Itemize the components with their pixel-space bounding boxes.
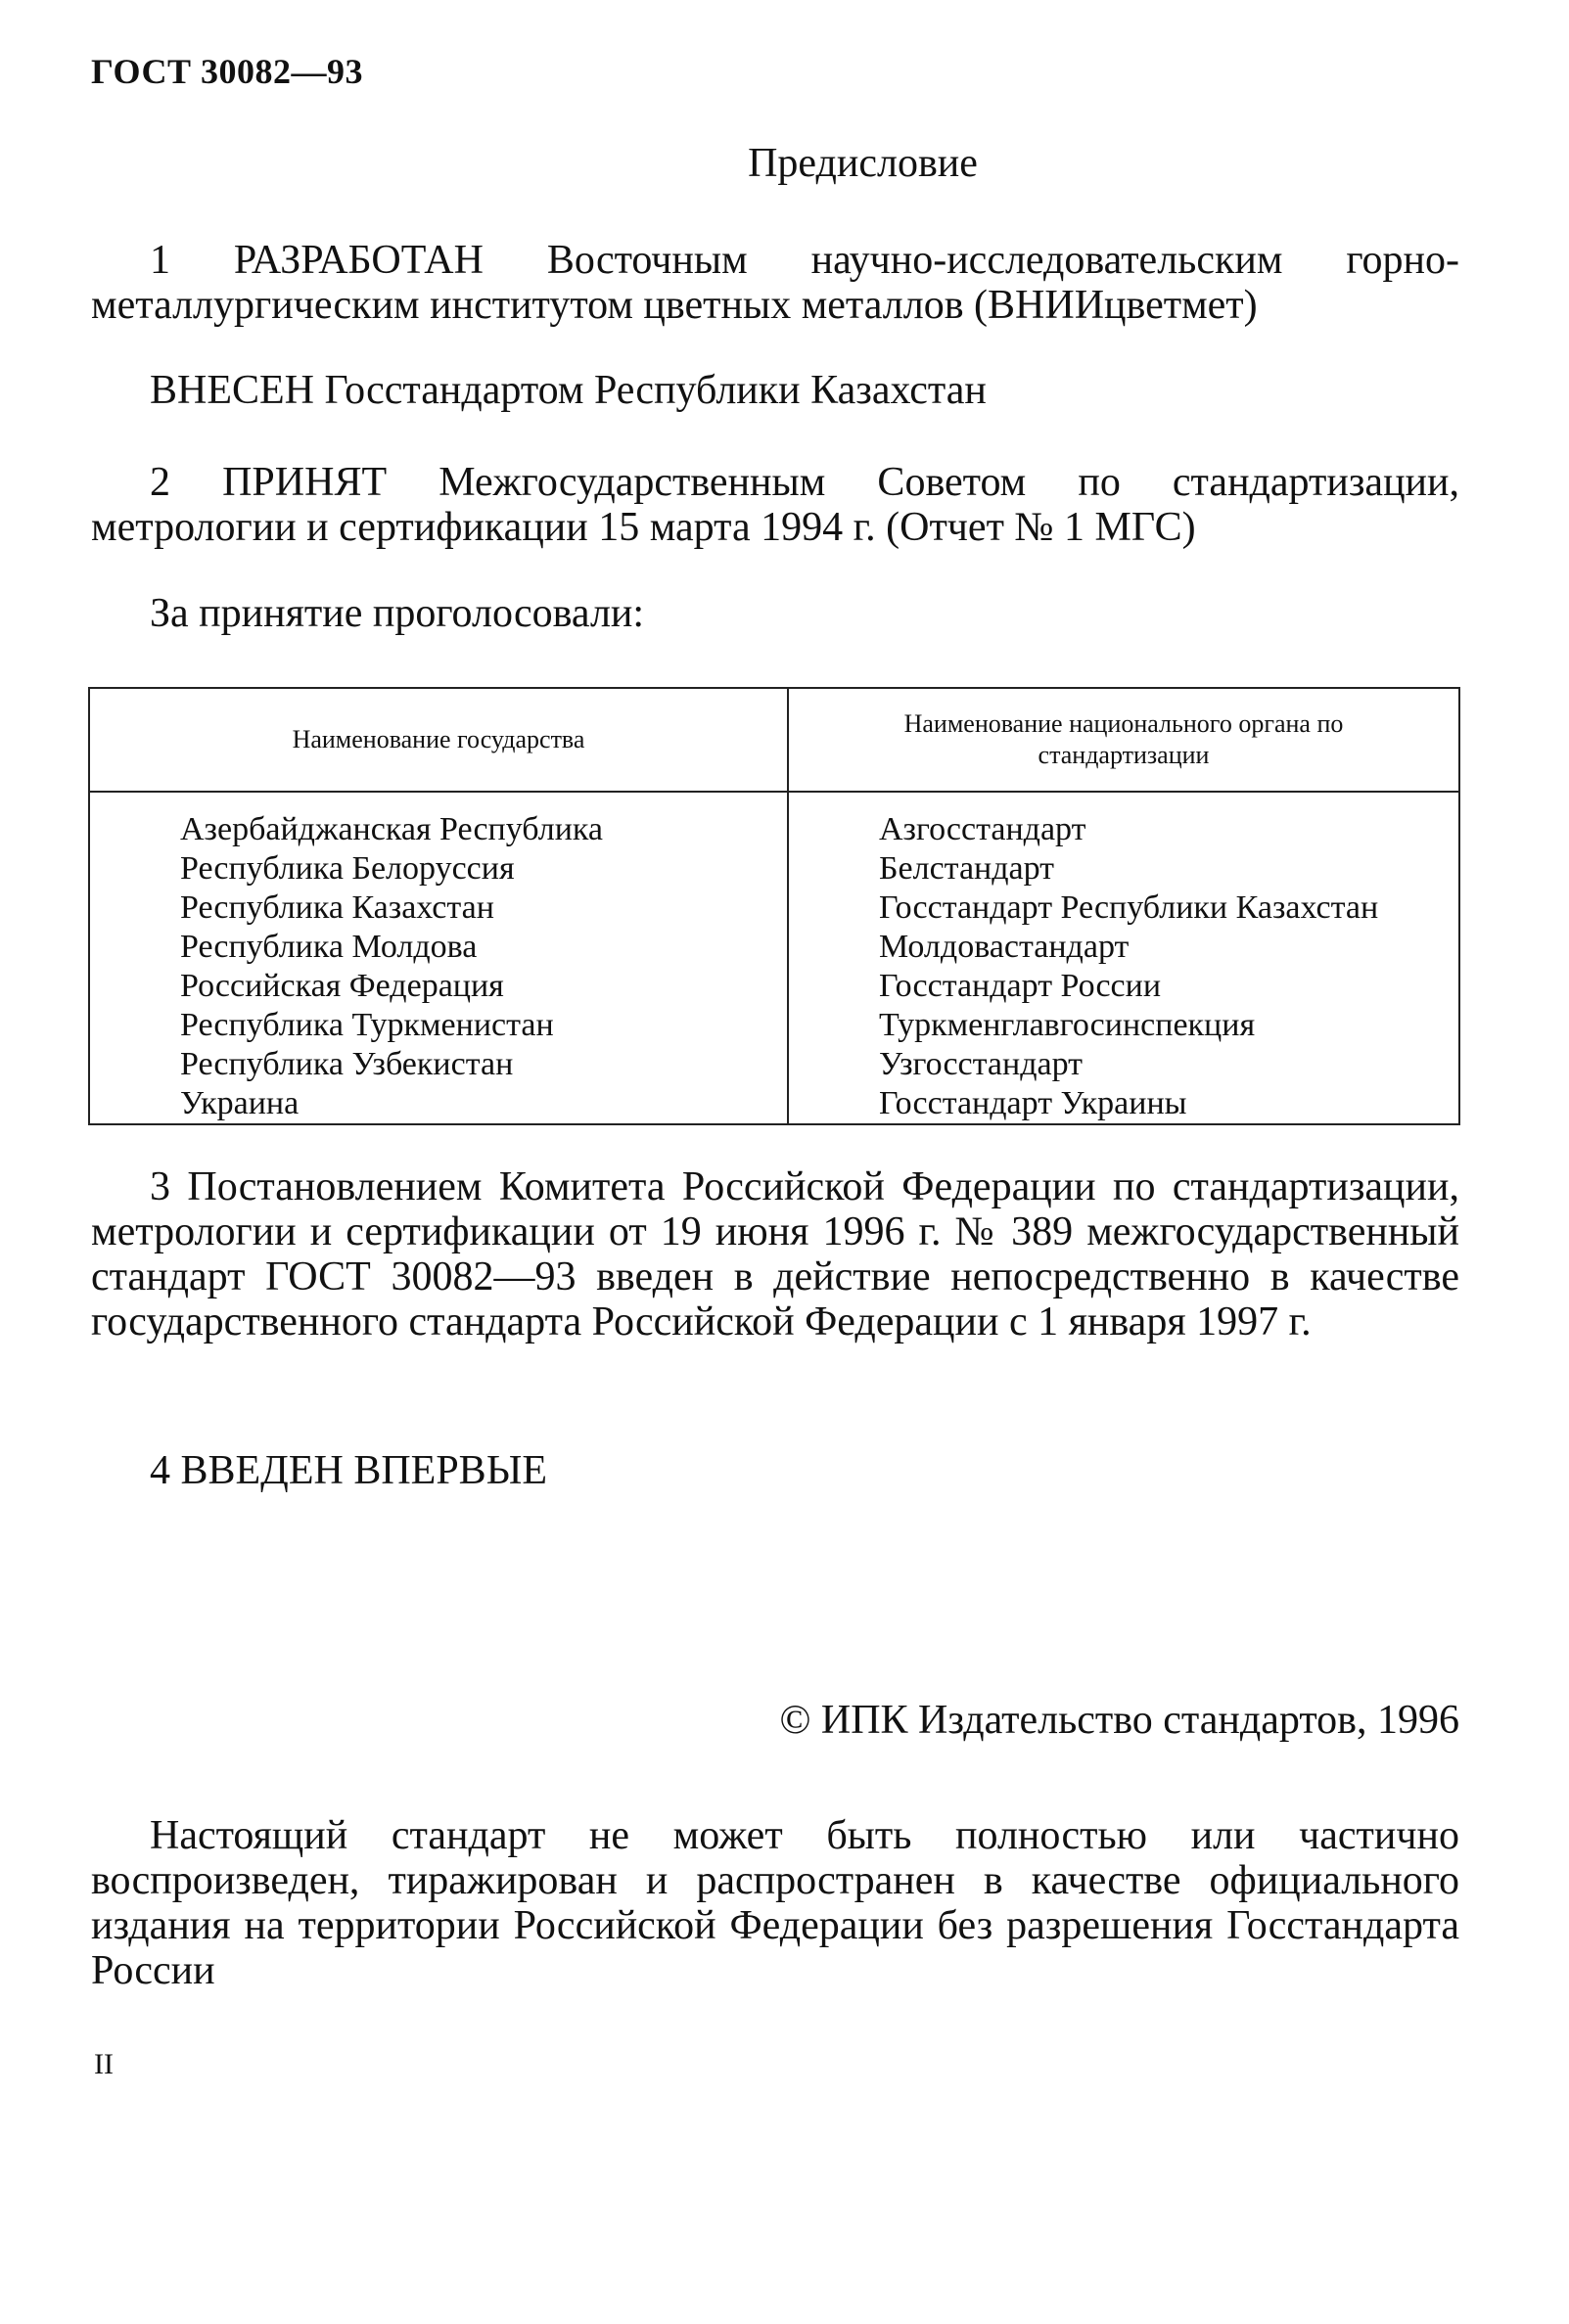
- table-cell-state: Республика Туркменистан: [180, 1007, 554, 1043]
- table-header-body-text: Наименование национального органа по стандартизации: [903, 709, 1344, 769]
- section-1-introduced: ВНЕСЕН Госстандартом Республики Казахстан: [150, 368, 987, 413]
- table-cell-body: Белстандарт: [879, 850, 1055, 887]
- table-body-row: [89, 792, 1459, 1124]
- table-cell-state: Республика Молдова: [180, 929, 478, 965]
- bodies-column: [788, 792, 1459, 1124]
- table-cell-body: Госстандарт Республики Казахстан: [879, 889, 1379, 926]
- table-cell-state: Республика Узбекистан: [180, 1046, 514, 1082]
- table-cell-body: Молдовастандарт: [879, 929, 1130, 965]
- table-cell-body: Азгосстандарт: [879, 811, 1086, 847]
- states-column: [89, 792, 788, 1124]
- page-title: Предисловие: [748, 141, 978, 186]
- table-cell-body: Госстандарт Украины: [879, 1085, 1187, 1121]
- table-header-row: [89, 688, 1459, 792]
- reproduction-notice: Настоящий стандарт не может быть полностью или частично воспроизведен, тиражирован и распространен в качестве официального издания на территории Российской Федерации без разрешения Госстандарта России: [91, 1813, 1459, 1993]
- section-4-first-introduced: 4 ВВЕДЕН ВПЕРВЫЕ: [150, 1448, 547, 1493]
- table-cell-state: Республика Белоруссия: [180, 850, 515, 887]
- section-2-adopted: 2 ПРИНЯТ Межгосударственным Советом по стандартизации, метрологии и сертификации 15 марта 1994 г. (Отчет № 1 МГС): [91, 460, 1459, 550]
- table-cell-body: Узгосстандарт: [879, 1046, 1084, 1082]
- table-cell-body: Туркменглавгосинспекция: [879, 1007, 1256, 1043]
- section-2-voted: За принятие проголосовали:: [150, 591, 645, 636]
- table-header-state: Наименование государства: [89, 688, 788, 792]
- table-cell-body: Госстандарт России: [879, 968, 1162, 1004]
- table-cell-state: Украина: [180, 1085, 300, 1121]
- table-cell-state: Российская Федерация: [180, 968, 504, 1004]
- table-cell-state: Республика Казахстан: [180, 889, 494, 926]
- section-3-resolution: 3 Постановлением Комитета Российской Федерации по стандартизации, метрологии и сертификации от 19 июня 1996 г. № 389 межгосударственный стандарт ГОСТ 30082—93 введен в действие непосредственно в качестве государственного стандарта Российской Федерации с 1 января 1997 г.: [91, 1164, 1459, 1344]
- table-header-body: [788, 688, 1459, 792]
- copyright-notice: © ИПК Издательство стандартов, 1996: [779, 1698, 1459, 1743]
- voting-table: [88, 687, 1460, 1125]
- section-1-developed: 1 РАЗРАБОТАН Восточным научно-исследовательским горно-металлургическим институтом цветных металлов (ВНИИцветмет): [91, 238, 1459, 328]
- document-code: ГОСТ 30082—93: [91, 52, 363, 91]
- table-cell-state: Азербайджанская Республика: [180, 811, 604, 847]
- page-number: II: [94, 2048, 114, 2080]
